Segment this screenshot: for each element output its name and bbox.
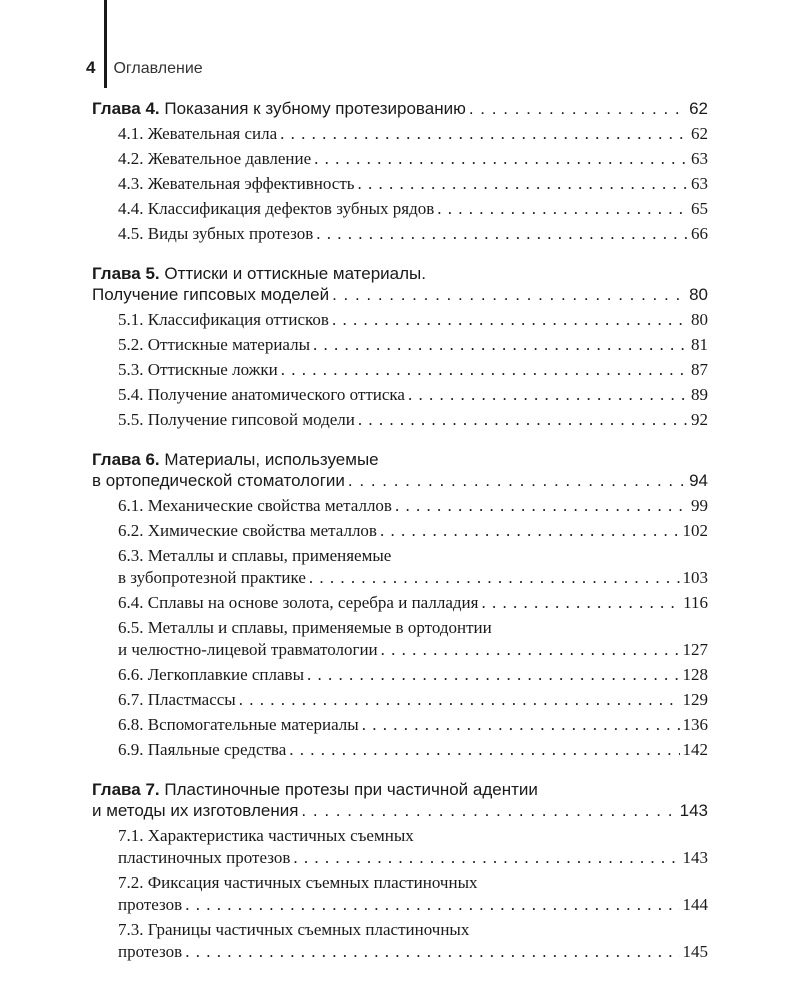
entry-title (118, 123, 277, 145)
section-entry (92, 689, 708, 711)
dot-leader (380, 520, 680, 542)
entry-row (118, 664, 708, 686)
entry-text: 6.6. Легкоплавкие сплавы (118, 665, 305, 684)
entry-row (118, 739, 708, 761)
page-number: 4 (86, 58, 96, 77)
page-ref: 143 (682, 848, 708, 867)
page-ref: 129 (682, 690, 708, 709)
page-ref: 145 (682, 942, 708, 961)
chapter-label: Глава 7. (92, 780, 160, 799)
entry-text: 6.2. Химические свойства металлов (118, 521, 377, 540)
entry-row (118, 714, 708, 736)
dot-leader (469, 98, 686, 119)
entry-title (118, 309, 329, 331)
entry-row (118, 592, 708, 614)
page-ref: 127 (682, 640, 708, 659)
dot-leader (395, 495, 688, 517)
entry-text: Показания к зубному протезированию (159, 99, 466, 118)
entry-title (118, 739, 286, 761)
entry-text: 6.3. Металлы и сплавы, применяемые (118, 546, 392, 565)
dot-leader (332, 284, 686, 305)
entry-title (118, 384, 405, 406)
section-entry (92, 309, 708, 331)
table-of-contents (92, 98, 708, 981)
entry-title (118, 894, 182, 916)
dot-leader (358, 173, 688, 195)
entry-row (118, 384, 708, 406)
dot-leader (316, 223, 688, 245)
entry-text: в зубопротезной практике (118, 568, 306, 587)
chapter-block (92, 98, 708, 245)
section-entry (92, 495, 708, 517)
entry-title (118, 359, 278, 381)
entry-text: Оттиски и оттискные материалы. (159, 264, 426, 283)
entry-row (118, 148, 708, 170)
entry-text: 6.8. Вспомогательные материалы (118, 715, 359, 734)
page-ref: 103 (682, 568, 708, 587)
entry-text: 4.1. Жевательная сила (118, 124, 278, 143)
section-entry (92, 123, 708, 145)
section-entry (92, 825, 708, 869)
entry-row (118, 689, 708, 711)
dot-leader (332, 309, 688, 331)
section-entry (92, 664, 708, 686)
entry-text: 6.9. Паяльные средства (118, 740, 287, 759)
page-ref: 89 (691, 385, 708, 404)
dot-leader (408, 384, 688, 406)
entry-text: 5.1. Классификация оттисков (118, 310, 329, 329)
entry-line (92, 449, 708, 470)
entry-line (92, 263, 708, 284)
entry-text: 4.4. Классификация дефектов зубных рядов (118, 199, 435, 218)
dot-leader (481, 592, 680, 614)
section-entry (92, 409, 708, 431)
dot-leader (313, 334, 688, 356)
running-title: Оглавление (113, 60, 203, 77)
entry-line (118, 872, 708, 894)
entry-row (118, 520, 708, 542)
entry-title (118, 409, 355, 431)
section-entry (92, 384, 708, 406)
page-ref: 65 (691, 199, 708, 218)
entry-row (92, 284, 708, 305)
chapter-heading (92, 263, 708, 305)
section-entry (92, 359, 708, 381)
dot-leader (307, 664, 679, 686)
entry-text: 6.4. Сплавы на основе золота, серебра и палладия (118, 593, 479, 612)
entry-text: 5.2. Оттискные материалы (118, 335, 311, 354)
entry-line (118, 825, 708, 847)
entry-text: Получение гипсовых моделей (92, 285, 330, 304)
page-ref: 94 (689, 471, 708, 490)
chapter-block (92, 263, 708, 431)
entry-text: 4.5. Виды зубных протезов (118, 224, 314, 243)
section-entry (92, 739, 708, 761)
entry-row (118, 409, 708, 431)
entry-row (118, 173, 708, 195)
section-entry (92, 334, 708, 356)
entry-text: 5.5. Получение гипсовой модели (118, 410, 355, 429)
section-entry (92, 198, 708, 220)
dot-leader (281, 359, 688, 381)
entry-row (118, 639, 708, 661)
chapter-label: Глава 6. (92, 450, 160, 469)
entry-title (118, 567, 306, 589)
chapter-label: Глава 4. (92, 99, 160, 118)
dot-leader (348, 470, 686, 491)
entry-text: Пластиночные протезы при частичной адентии (159, 780, 538, 799)
entry-row (118, 334, 708, 356)
page-ref: 143 (679, 801, 708, 820)
entry-title (118, 495, 392, 517)
dot-leader (239, 689, 680, 711)
entry-title (118, 592, 478, 614)
dot-leader (185, 941, 679, 963)
entry-row (92, 800, 708, 821)
entry-text: 6.7. Пластмассы (118, 690, 236, 709)
entry-row (118, 941, 708, 963)
entry-text: 5.4. Получение анатомического оттиска (118, 385, 405, 404)
dot-leader (280, 123, 688, 145)
entry-title (118, 223, 313, 245)
dot-leader (381, 639, 680, 661)
page-ref: 80 (691, 310, 708, 329)
entry-title (118, 639, 378, 661)
entry-text: и методы их изготовления (92, 801, 299, 820)
entry-title (92, 98, 466, 119)
section-entry (92, 919, 708, 963)
page-ref: 116 (683, 593, 708, 612)
page-ref: 87 (691, 360, 708, 379)
page-ref: 142 (682, 740, 708, 759)
entry-line (118, 545, 708, 567)
dot-leader (289, 739, 679, 761)
entry-row (118, 198, 708, 220)
entry-title (118, 334, 310, 356)
entry-title (92, 470, 345, 491)
entry-text: Материалы, используемые (159, 450, 379, 469)
entry-text: 5.3. Оттискные ложки (118, 360, 278, 379)
dot-leader (309, 567, 680, 589)
entry-title (118, 941, 182, 963)
page-ref: 66 (691, 224, 708, 243)
entry-title (118, 847, 290, 869)
dot-leader (358, 409, 688, 431)
entry-row (118, 223, 708, 245)
entry-text: 6.5. Металлы и сплавы, применяемые в ортодонтии (118, 618, 492, 637)
entry-title (118, 689, 236, 711)
entry-text: 7.1. Характеристика частичных съемных (118, 826, 414, 845)
entry-row (92, 98, 708, 119)
dot-leader (293, 847, 679, 869)
entry-title (92, 800, 298, 821)
section-entry (92, 714, 708, 736)
entry-title (118, 664, 304, 686)
page-ref: 62 (689, 99, 708, 118)
section-entry (92, 545, 708, 589)
entry-text: протезов (118, 895, 183, 914)
page-ref: 80 (689, 285, 708, 304)
chapter-heading (92, 449, 708, 491)
chapter-block (92, 779, 708, 963)
page-ref: 63 (691, 174, 708, 193)
chapter-heading (92, 98, 708, 119)
section-entry (92, 617, 708, 661)
chapter-heading (92, 779, 708, 821)
entry-title (118, 173, 355, 195)
entry-text: протезов (118, 942, 183, 961)
page-ref: 128 (682, 665, 708, 684)
section-entry (92, 592, 708, 614)
page-ref: 136 (682, 715, 708, 734)
entry-title (118, 520, 377, 542)
entry-row (118, 359, 708, 381)
dot-leader (314, 148, 688, 170)
entry-text: 7.3. Границы частичных съемных пластиночных (118, 920, 470, 939)
entry-text: пластиночных протезов (118, 848, 291, 867)
entry-row (118, 894, 708, 916)
entry-title (118, 148, 311, 170)
entry-text: 7.2. Фиксация частичных съемных пластиночных (118, 873, 478, 892)
entry-line (118, 617, 708, 639)
page-header (86, 58, 203, 78)
section-entry (92, 520, 708, 542)
entry-text: 4.3. Жевательная эффективность (118, 174, 355, 193)
entry-text: 6.1. Механические свойства металлов (118, 496, 392, 515)
chapter-label: Глава 5. (92, 264, 160, 283)
section-entry (92, 223, 708, 245)
page-ref: 63 (691, 149, 708, 168)
entry-title (118, 198, 434, 220)
entry-line (118, 919, 708, 941)
page-ref: 144 (682, 895, 708, 914)
entry-text: и челюстно-лицевой травматологии (118, 640, 378, 659)
entry-text: в ортопедической стоматологии (92, 471, 345, 490)
entry-line (92, 779, 708, 800)
page-ref: 62 (691, 124, 708, 143)
entry-row (118, 847, 708, 869)
page-ref: 99 (691, 496, 708, 515)
entry-row (118, 309, 708, 331)
entry-row (118, 567, 708, 589)
dot-leader (185, 894, 679, 916)
entry-title (118, 714, 359, 736)
entry-title (92, 284, 329, 305)
dot-leader (301, 800, 676, 821)
section-entry (92, 872, 708, 916)
entry-row (118, 495, 708, 517)
section-entry (92, 148, 708, 170)
entry-row (118, 123, 708, 145)
dot-leader (362, 714, 680, 736)
dot-leader (437, 198, 688, 220)
page-ref: 102 (682, 521, 708, 540)
section-entry (92, 173, 708, 195)
entry-row (92, 470, 708, 491)
page-ref: 81 (691, 335, 708, 354)
page-ref: 92 (691, 410, 708, 429)
chapter-block (92, 449, 708, 761)
entry-text: 4.2. Жевательное давление (118, 149, 312, 168)
